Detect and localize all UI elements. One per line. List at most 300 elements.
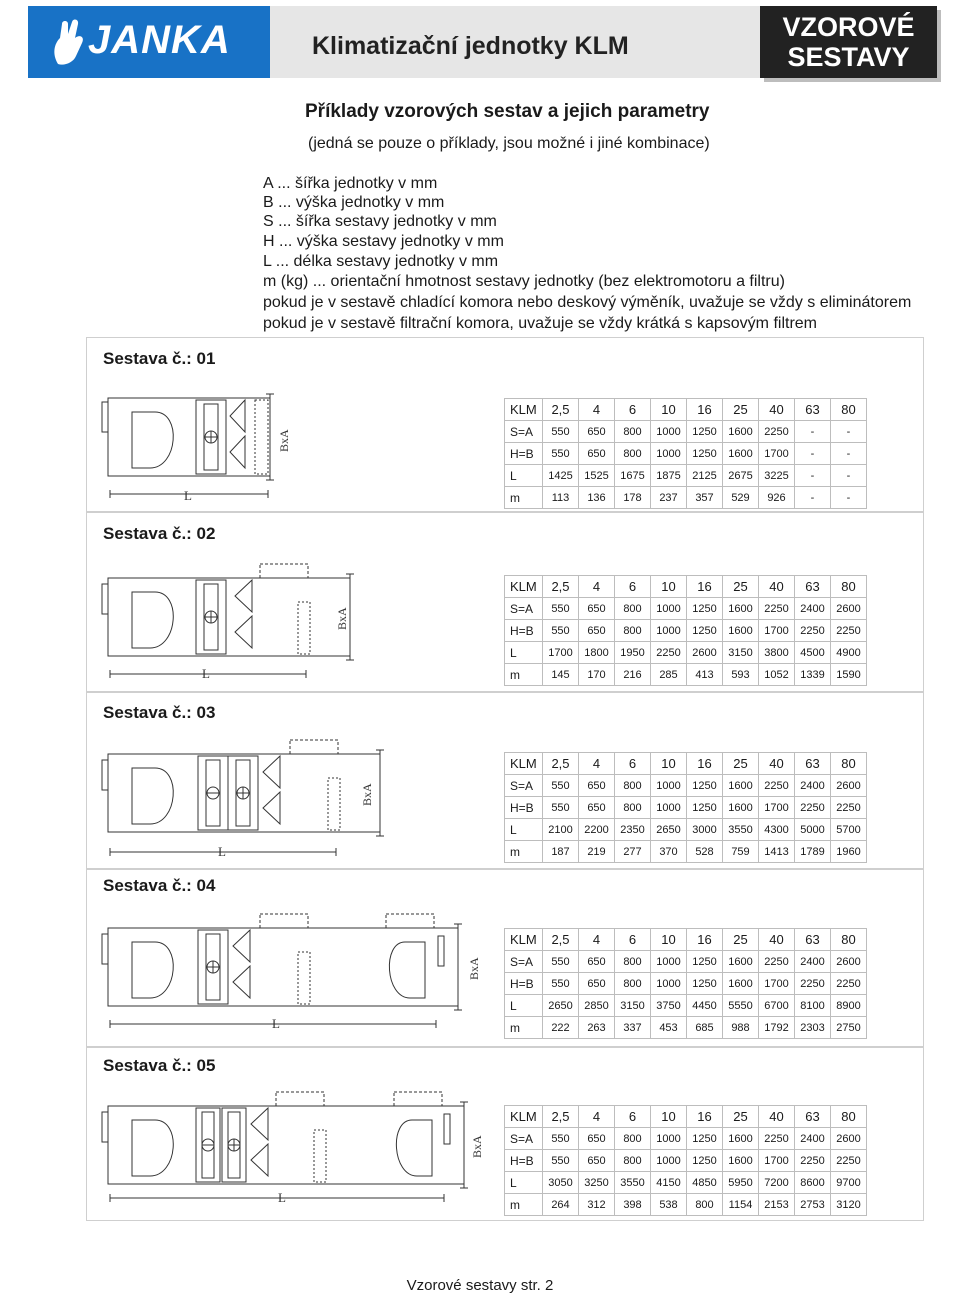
table-cell: 2600 [831, 598, 867, 620]
table-row [505, 841, 867, 863]
table-cell: 2250 [831, 797, 867, 819]
table-cell: 2250 [759, 598, 795, 620]
table-cell: 2250 [795, 620, 831, 642]
length-label: L [202, 666, 210, 681]
table-cell: 222 [543, 1017, 579, 1039]
table-cell: 988 [723, 1017, 759, 1039]
table-cell: 2250 [759, 951, 795, 973]
table-cell: 550 [543, 797, 579, 819]
table-cell: 5000 [795, 819, 831, 841]
table-cell: 1250 [687, 1128, 723, 1150]
table-cell: 1600 [723, 598, 759, 620]
badge-line-2: SESTAVY [787, 42, 910, 72]
table-cell: 800 [615, 797, 651, 819]
table-cell: 2153 [759, 1194, 795, 1216]
table-row [505, 1172, 867, 1194]
table-cell: 2250 [759, 1128, 795, 1150]
table-cell: 1000 [651, 1128, 687, 1150]
length-label: L [278, 1190, 286, 1205]
table-cell: 1950 [615, 642, 651, 664]
table-cell: 1250 [687, 443, 723, 465]
table-cell: - [831, 465, 867, 487]
table-cell: 3120 [831, 1194, 867, 1216]
table-cell: 800 [615, 443, 651, 465]
table-cell: 2250 [831, 973, 867, 995]
table-cell: 1250 [687, 797, 723, 819]
table-cell: 550 [543, 775, 579, 797]
size-header-cell: 2,5 [543, 576, 579, 598]
table-cell: 1250 [687, 951, 723, 973]
table-cell: 550 [543, 598, 579, 620]
section-label: BxA [360, 783, 374, 806]
table-cell: 4300 [759, 819, 795, 841]
table-cell: 1250 [687, 1150, 723, 1172]
table-cell: 650 [579, 620, 615, 642]
table-row [505, 620, 867, 642]
spec-table [504, 575, 867, 686]
table-cell: 650 [579, 1150, 615, 1172]
sestava-title: Sestava č.: 05 [103, 1056, 216, 1075]
section-label: BxA [277, 429, 291, 452]
table-cell: 136 [579, 487, 615, 509]
table-cell: 1960 [831, 841, 867, 863]
table-row [505, 1150, 867, 1172]
unit-diagram-02 [100, 562, 360, 687]
size-header-cell: 10 [651, 1106, 687, 1128]
table-cell: 800 [615, 620, 651, 642]
table-row [505, 465, 867, 487]
table-cell: 800 [615, 598, 651, 620]
table-cell: 550 [543, 443, 579, 465]
table-cell: 1000 [651, 1150, 687, 1172]
size-header-cell: 25 [723, 929, 759, 951]
table-row [505, 1106, 867, 1128]
unit-diagram-05 [100, 1090, 500, 1210]
table-cell: 1800 [579, 642, 615, 664]
table-cell: 1700 [759, 973, 795, 995]
size-header-cell: 40 [759, 929, 795, 951]
size-header-cell: 2,5 [543, 1106, 579, 1128]
table-cell: 3550 [723, 819, 759, 841]
table-cell: 1700 [759, 443, 795, 465]
size-header-cell: 6 [615, 399, 651, 421]
table-cell: 593 [723, 664, 759, 686]
table-cell: 2250 [831, 620, 867, 642]
row-label: L [505, 1172, 543, 1194]
table-cell: 1600 [723, 973, 759, 995]
size-header-cell: 6 [615, 929, 651, 951]
table-cell: 2750 [831, 1017, 867, 1039]
size-header-cell: 4 [579, 753, 615, 775]
size-header-cell: 40 [759, 576, 795, 598]
legend-item: L ... délka sestavy jednotky v mm [263, 253, 499, 270]
table-row [505, 421, 867, 443]
legend-item: pokud je v sestavě chladící komora nebo deskový výměník, uvažuje se vždy s eliminátorem [263, 294, 912, 311]
row-label: KLM [505, 929, 543, 951]
table-cell: 8100 [795, 995, 831, 1017]
table-cell: 2675 [723, 465, 759, 487]
size-header-cell: 2,5 [543, 929, 579, 951]
row-label: L [505, 465, 543, 487]
table-cell: 800 [615, 973, 651, 995]
table-row [505, 929, 867, 951]
table-cell: 1000 [651, 598, 687, 620]
table-cell: 1000 [651, 973, 687, 995]
table-cell: 2400 [795, 951, 831, 973]
section-label: BxA [470, 1135, 484, 1158]
table-cell: 800 [687, 1194, 723, 1216]
table-cell: 4900 [831, 642, 867, 664]
table-cell: 550 [543, 620, 579, 642]
table-cell: 2250 [831, 1150, 867, 1172]
table-row [505, 995, 867, 1017]
size-header-cell: 40 [759, 753, 795, 775]
legend-item: S ... šířka sestavy jednotky v mm [263, 213, 497, 230]
length-label: L [218, 844, 226, 859]
row-label: S=A [505, 951, 543, 973]
section-label: BxA [467, 957, 481, 980]
size-header-cell: 4 [579, 399, 615, 421]
table-cell: 1000 [651, 797, 687, 819]
table-row [505, 1128, 867, 1150]
sestava-title: Sestava č.: 01 [103, 349, 216, 368]
table-cell: 1000 [651, 775, 687, 797]
table-cell: 800 [615, 1150, 651, 1172]
table-cell: 1339 [795, 664, 831, 686]
size-header-cell: 80 [831, 576, 867, 598]
table-cell: 178 [615, 487, 651, 509]
size-header-cell: 16 [687, 399, 723, 421]
table-cell: 170 [579, 664, 615, 686]
table-cell: 1600 [723, 797, 759, 819]
length-label: L [272, 1016, 280, 1031]
size-header-cell: 10 [651, 399, 687, 421]
table-cell: 550 [543, 421, 579, 443]
size-header-cell: 40 [759, 1106, 795, 1128]
table-cell: 1600 [723, 951, 759, 973]
table-cell: - [795, 443, 831, 465]
table-cell: 219 [579, 841, 615, 863]
size-header-cell: 4 [579, 576, 615, 598]
size-header-cell: 10 [651, 576, 687, 598]
sestava-title: Sestava č.: 04 [103, 876, 216, 895]
legend-item: A ... šířka jednotky v mm [263, 175, 438, 192]
row-label: S=A [505, 1128, 543, 1150]
table-cell: 2600 [831, 1128, 867, 1150]
table-cell: 1600 [723, 443, 759, 465]
size-header-cell: 6 [615, 1106, 651, 1128]
table-cell: 650 [579, 598, 615, 620]
size-header-cell: 80 [831, 399, 867, 421]
row-label: S=A [505, 775, 543, 797]
table-cell: 3550 [615, 1172, 651, 1194]
legend-item: pokud je v sestavě filtrační komora, uvažuje se vždy krátká s kapsovým filtrem [263, 315, 817, 332]
size-header-cell: 80 [831, 753, 867, 775]
size-header-cell: 63 [795, 576, 831, 598]
table-cell: 1700 [759, 1150, 795, 1172]
table-cell: 2350 [615, 819, 651, 841]
intro-subtitle: (jedná se pouze o příklady, jsou možné i jiné kombinace) [308, 135, 710, 152]
size-header-cell: 25 [723, 399, 759, 421]
table-cell: 2250 [759, 421, 795, 443]
table-cell: 1600 [723, 421, 759, 443]
table-cell: 237 [651, 487, 687, 509]
table-cell: 650 [579, 421, 615, 443]
table-cell: 550 [543, 1150, 579, 1172]
table-cell: 2250 [795, 973, 831, 995]
table-cell: 3000 [687, 819, 723, 841]
unit-diagram-04 [100, 912, 500, 1037]
table-row [505, 951, 867, 973]
table-cell: 650 [579, 1128, 615, 1150]
row-label: m [505, 841, 543, 863]
row-label: KLM [505, 399, 543, 421]
table-cell: 8600 [795, 1172, 831, 1194]
spec-table [504, 398, 867, 509]
table-cell: 1525 [579, 465, 615, 487]
table-cell: 1250 [687, 973, 723, 995]
table-cell: 650 [579, 973, 615, 995]
size-header-cell: 2,5 [543, 753, 579, 775]
table-cell: 1675 [615, 465, 651, 487]
table-cell: - [831, 487, 867, 509]
table-cell: 550 [543, 973, 579, 995]
table-cell: 2200 [579, 819, 615, 841]
row-label: H=B [505, 1150, 543, 1172]
row-label: L [505, 642, 543, 664]
table-row [505, 598, 867, 620]
table-cell: 1600 [723, 620, 759, 642]
table-row [505, 487, 867, 509]
table-cell: - [795, 421, 831, 443]
brand-name: JANKA [88, 18, 231, 62]
size-header-cell: 25 [723, 753, 759, 775]
row-label: KLM [505, 1106, 543, 1128]
table-cell: 216 [615, 664, 651, 686]
length-label: L [184, 488, 192, 503]
table-cell: 538 [651, 1194, 687, 1216]
hand-icon [50, 18, 86, 66]
size-header-cell: 80 [831, 929, 867, 951]
size-header-cell: 16 [687, 1106, 723, 1128]
size-header-cell: 16 [687, 576, 723, 598]
table-cell: - [831, 421, 867, 443]
unit-diagram-03 [100, 738, 400, 863]
row-label: m [505, 1017, 543, 1039]
table-cell: 113 [543, 487, 579, 509]
table-cell: 277 [615, 841, 651, 863]
document-title: Klimatizační jednotky KLM [312, 32, 629, 60]
table-cell: 413 [687, 664, 723, 686]
table-row [505, 797, 867, 819]
size-header-cell: 25 [723, 576, 759, 598]
spec-table [504, 1105, 867, 1216]
table-cell: 187 [543, 841, 579, 863]
table-cell: 2600 [831, 775, 867, 797]
table-cell: 5950 [723, 1172, 759, 1194]
table-cell: 3150 [615, 995, 651, 1017]
table-cell: 1600 [723, 1150, 759, 1172]
table-cell: 1792 [759, 1017, 795, 1039]
row-label: m [505, 1194, 543, 1216]
spec-table [504, 752, 867, 863]
table-cell: 1700 [759, 797, 795, 819]
table-cell: 1590 [831, 664, 867, 686]
table-cell: 4850 [687, 1172, 723, 1194]
page-footer: Vzorové sestavy str. 2 [406, 1277, 554, 1294]
table-cell: 1000 [651, 443, 687, 465]
row-label: m [505, 487, 543, 509]
table-cell: 2125 [687, 465, 723, 487]
table-cell: 550 [543, 1128, 579, 1150]
legend-item: H ... výška sestavy jednotky v mm [263, 233, 504, 250]
size-header-cell: 63 [795, 929, 831, 951]
table-cell: - [795, 487, 831, 509]
table-row [505, 576, 867, 598]
table-row [505, 973, 867, 995]
table-cell: 3050 [543, 1172, 579, 1194]
table-cell: 1600 [723, 1128, 759, 1150]
unit-diagram-01 [100, 390, 310, 510]
table-cell: 4150 [651, 1172, 687, 1194]
table-cell: 1000 [651, 421, 687, 443]
table-cell: 759 [723, 841, 759, 863]
table-row [505, 443, 867, 465]
table-cell: 453 [651, 1017, 687, 1039]
table-cell: 2650 [543, 995, 579, 1017]
row-label: H=B [505, 973, 543, 995]
table-cell: 4500 [795, 642, 831, 664]
table-cell: 529 [723, 487, 759, 509]
size-header-cell: 4 [579, 1106, 615, 1128]
row-label: L [505, 995, 543, 1017]
table-cell: 370 [651, 841, 687, 863]
table-cell: 800 [615, 421, 651, 443]
size-header-cell: 10 [651, 753, 687, 775]
table-cell: 1700 [759, 620, 795, 642]
table-cell: 3225 [759, 465, 795, 487]
table-cell: 263 [579, 1017, 615, 1039]
row-label: S=A [505, 598, 543, 620]
size-header-cell: 25 [723, 1106, 759, 1128]
table-cell: 3750 [651, 995, 687, 1017]
table-cell: 5550 [723, 995, 759, 1017]
table-cell: 398 [615, 1194, 651, 1216]
badge-line-1: VZOROVÉ [782, 12, 915, 42]
table-row [505, 775, 867, 797]
legend-item: m (kg) ... orientační hmotnost sestavy jednotky (bez elektromotoru a filtru) [263, 273, 785, 290]
section-badge [760, 6, 937, 78]
table-cell: 3150 [723, 642, 759, 664]
table-cell: 5700 [831, 819, 867, 841]
table-row [505, 1194, 867, 1216]
table-cell: 650 [579, 775, 615, 797]
table-cell: 2600 [687, 642, 723, 664]
size-header-cell: 63 [795, 399, 831, 421]
table-cell: 2250 [795, 797, 831, 819]
table-cell: 1789 [795, 841, 831, 863]
table-cell: 1000 [651, 951, 687, 973]
spec-table [504, 928, 867, 1039]
row-label: KLM [505, 753, 543, 775]
table-cell: 1154 [723, 1194, 759, 1216]
table-cell: - [831, 443, 867, 465]
legend-item: B ... výška jednotky v mm [263, 194, 445, 211]
table-cell: 2600 [831, 951, 867, 973]
table-row [505, 642, 867, 664]
row-label: S=A [505, 421, 543, 443]
sestava-title: Sestava č.: 02 [103, 524, 216, 543]
table-cell: 337 [615, 1017, 651, 1039]
table-cell: 4450 [687, 995, 723, 1017]
table-cell: 264 [543, 1194, 579, 1216]
table-row [505, 819, 867, 841]
table-cell: 1250 [687, 775, 723, 797]
table-cell: 145 [543, 664, 579, 686]
table-cell: 528 [687, 841, 723, 863]
table-row [505, 753, 867, 775]
section-label: BxA [335, 607, 349, 630]
table-cell: 2250 [759, 775, 795, 797]
table-cell: 800 [615, 1128, 651, 1150]
table-cell: 1052 [759, 664, 795, 686]
row-label: m [505, 664, 543, 686]
table-cell: 9700 [831, 1172, 867, 1194]
table-cell: 1425 [543, 465, 579, 487]
table-cell: 3250 [579, 1172, 615, 1194]
table-cell: 550 [543, 951, 579, 973]
row-label: L [505, 819, 543, 841]
table-cell: 650 [579, 443, 615, 465]
table-cell: 2753 [795, 1194, 831, 1216]
table-cell: 650 [579, 797, 615, 819]
table-cell: 2650 [651, 819, 687, 841]
table-cell: 650 [579, 951, 615, 973]
row-label: KLM [505, 576, 543, 598]
size-header-cell: 63 [795, 753, 831, 775]
table-cell: 1250 [687, 598, 723, 620]
sestava-title: Sestava č.: 03 [103, 703, 216, 722]
size-header-cell: 16 [687, 753, 723, 775]
table-cell: 2250 [795, 1150, 831, 1172]
table-cell: 1413 [759, 841, 795, 863]
table-cell: 926 [759, 487, 795, 509]
table-cell: 1875 [651, 465, 687, 487]
table-cell: 357 [687, 487, 723, 509]
table-cell: 685 [687, 1017, 723, 1039]
table-cell: 312 [579, 1194, 615, 1216]
table-cell: 2250 [651, 642, 687, 664]
size-header-cell: 4 [579, 929, 615, 951]
table-cell: 2850 [579, 995, 615, 1017]
table-cell: 800 [615, 951, 651, 973]
row-label: H=B [505, 620, 543, 642]
table-cell: 1250 [687, 421, 723, 443]
table-cell: 1250 [687, 620, 723, 642]
row-label: H=B [505, 443, 543, 465]
table-cell: 2100 [543, 819, 579, 841]
size-header-cell: 2,5 [543, 399, 579, 421]
size-header-cell: 10 [651, 929, 687, 951]
size-header-cell: 6 [615, 576, 651, 598]
table-row [505, 399, 867, 421]
table-cell: 1700 [543, 642, 579, 664]
row-label: H=B [505, 797, 543, 819]
table-cell: 1000 [651, 620, 687, 642]
table-cell: 285 [651, 664, 687, 686]
intro-title: Příklady vzorových sestav a jejich parametry [305, 101, 710, 122]
size-header-cell: 80 [831, 1106, 867, 1128]
